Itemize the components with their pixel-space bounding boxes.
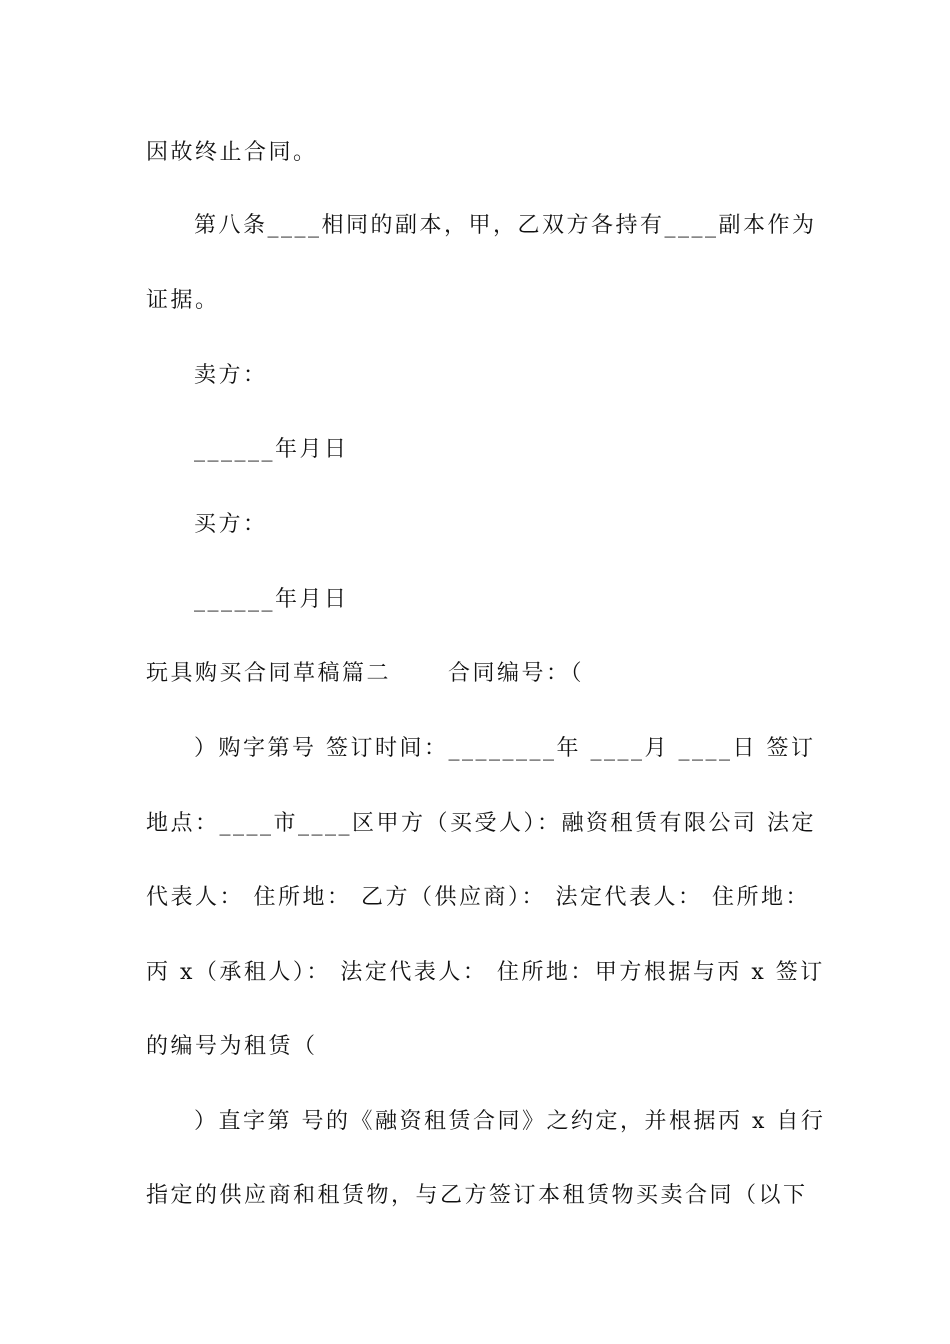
text-line-9: ）购字第号 签订时间：________年 ____月 ____日 签订 [194,736,816,761]
text-line-11: 代表人： 住所地： 乙方（供应商）： 法定代表人： 住所地： [146,885,810,910]
section-heading: 玩具购买合同草稿篇二 合同编号：（ [146,661,584,686]
text-line-12: 丙 x（承租人）： 法定代表人： 住所地：甲方根据与丙 x 签订 [146,960,825,985]
text-line-2: 第八条____相同的副本，甲，乙双方各持有____副本作为 [194,213,817,238]
buyer-date-line: ______年月日 [194,587,349,612]
buyer-label: 买方： [194,512,268,537]
text-line-1: 因故终止合同。 [146,140,318,165]
text-line-14: ）直字第 号的《融资租赁合同》之约定，并根据丙 x 自行 [194,1109,826,1134]
seller-date-line: ______年月日 [194,437,349,462]
seller-label: 卖方： [194,363,268,388]
text-line-10: 地点：____市____区甲方（买受人）：融资租赁有限公司 法定 [146,811,816,836]
text-line-13: 的编号为租赁（ [146,1034,318,1059]
text-line-15: 指定的供应商和租赁物，与乙方签订本租赁物买卖合同（以下 [146,1183,808,1208]
text-line-3: 证据。 [146,288,220,313]
